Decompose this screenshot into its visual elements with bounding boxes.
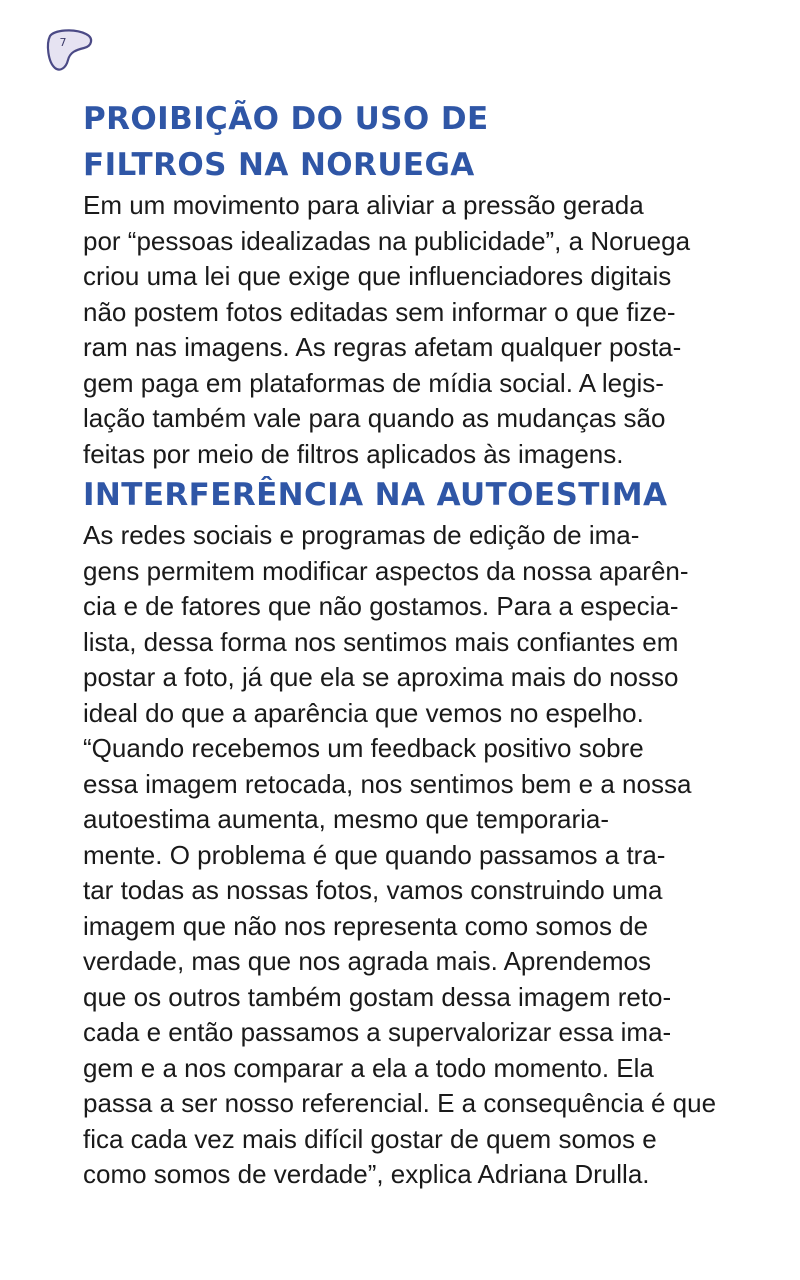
page-badge-shape-icon xyxy=(44,28,96,74)
body-line: criou uma lei que exige que influenciadores digitais xyxy=(83,261,672,291)
section-title xyxy=(83,472,723,518)
section-body xyxy=(83,188,723,472)
section-norway-filters xyxy=(83,96,723,472)
body-line: “Quando recebemos um feedback positivo sobre xyxy=(83,733,644,763)
body-line: ram nas imagens. As regras afetam qualquer posta- xyxy=(83,332,682,362)
section-body xyxy=(83,518,723,1193)
body-line: que os outros também gostam dessa imagem reto- xyxy=(83,981,672,1012)
body-line: essa imagem retocada, nos sentimos bem e a nossa xyxy=(83,768,692,799)
body-line: ideal do que a aparência que vemos no espelho. xyxy=(83,697,644,728)
body-line: postar a foto, já que ela se aproxima mais do nosso xyxy=(83,662,679,692)
body-line: autoestima aumenta, mesmo que temporaria- xyxy=(83,804,610,834)
body-line: gem paga em plataformas de mídia social. A legis- xyxy=(83,367,664,398)
body-line: fica cada vez mais difícil gostar de quem somos e xyxy=(83,1123,657,1154)
body-line: cada e então passamos a supervalorizar essa ima- xyxy=(83,1017,672,1047)
body-line: cia e de fatores que não gostamos. Para a especia- xyxy=(83,591,679,621)
body-line: verdade, mas que nos agrada mais. Aprendemos xyxy=(83,946,652,976)
title-line: INTERFERÊNCIA NA AUTOESTIMA xyxy=(83,477,668,513)
body-line: feitas por meio de filtros aplicados às imagens. xyxy=(83,438,624,469)
body-line: As redes sociais e programas de edição de ima- xyxy=(83,520,640,550)
title-line: FILTROS NA NORUEGA xyxy=(83,147,475,183)
body-line: passa a ser nosso referencial. E a consequência é que xyxy=(83,1088,717,1118)
page-number-badge xyxy=(44,28,96,74)
body-line: lista, dessa forma nos sentimos mais confiantes em xyxy=(83,626,679,657)
body-line: como somos de verdade”, explica Adriana Drulla. xyxy=(83,1159,650,1189)
body-line: imagem que não nos representa como somos de xyxy=(83,910,649,941)
body-line: Em um movimento para aliviar a pressão gerada xyxy=(83,190,644,220)
section-self-esteem xyxy=(83,472,723,1193)
section-title xyxy=(83,96,723,188)
body-line: gens permitem modificar aspectos da nossa aparên- xyxy=(83,555,689,586)
body-line: gem e a nos comparar a ela a todo momento. Ela xyxy=(83,1052,654,1083)
page-content xyxy=(83,96,723,1193)
body-line: mente. O problema é que quando passamos a tra- xyxy=(83,839,666,870)
page-number: 7 xyxy=(59,36,67,49)
body-line: não postem fotos editadas sem informar o que fize- xyxy=(83,296,676,327)
body-line: por “pessoas idealizadas na publicidade”, a Noruega xyxy=(83,225,691,256)
body-line: lação também vale para quando as mudanças são xyxy=(83,403,666,433)
body-line: tar todas as nossas fotos, vamos construindo uma xyxy=(83,875,663,905)
title-line: PROIBIÇÃO DO USO DE xyxy=(83,101,489,137)
